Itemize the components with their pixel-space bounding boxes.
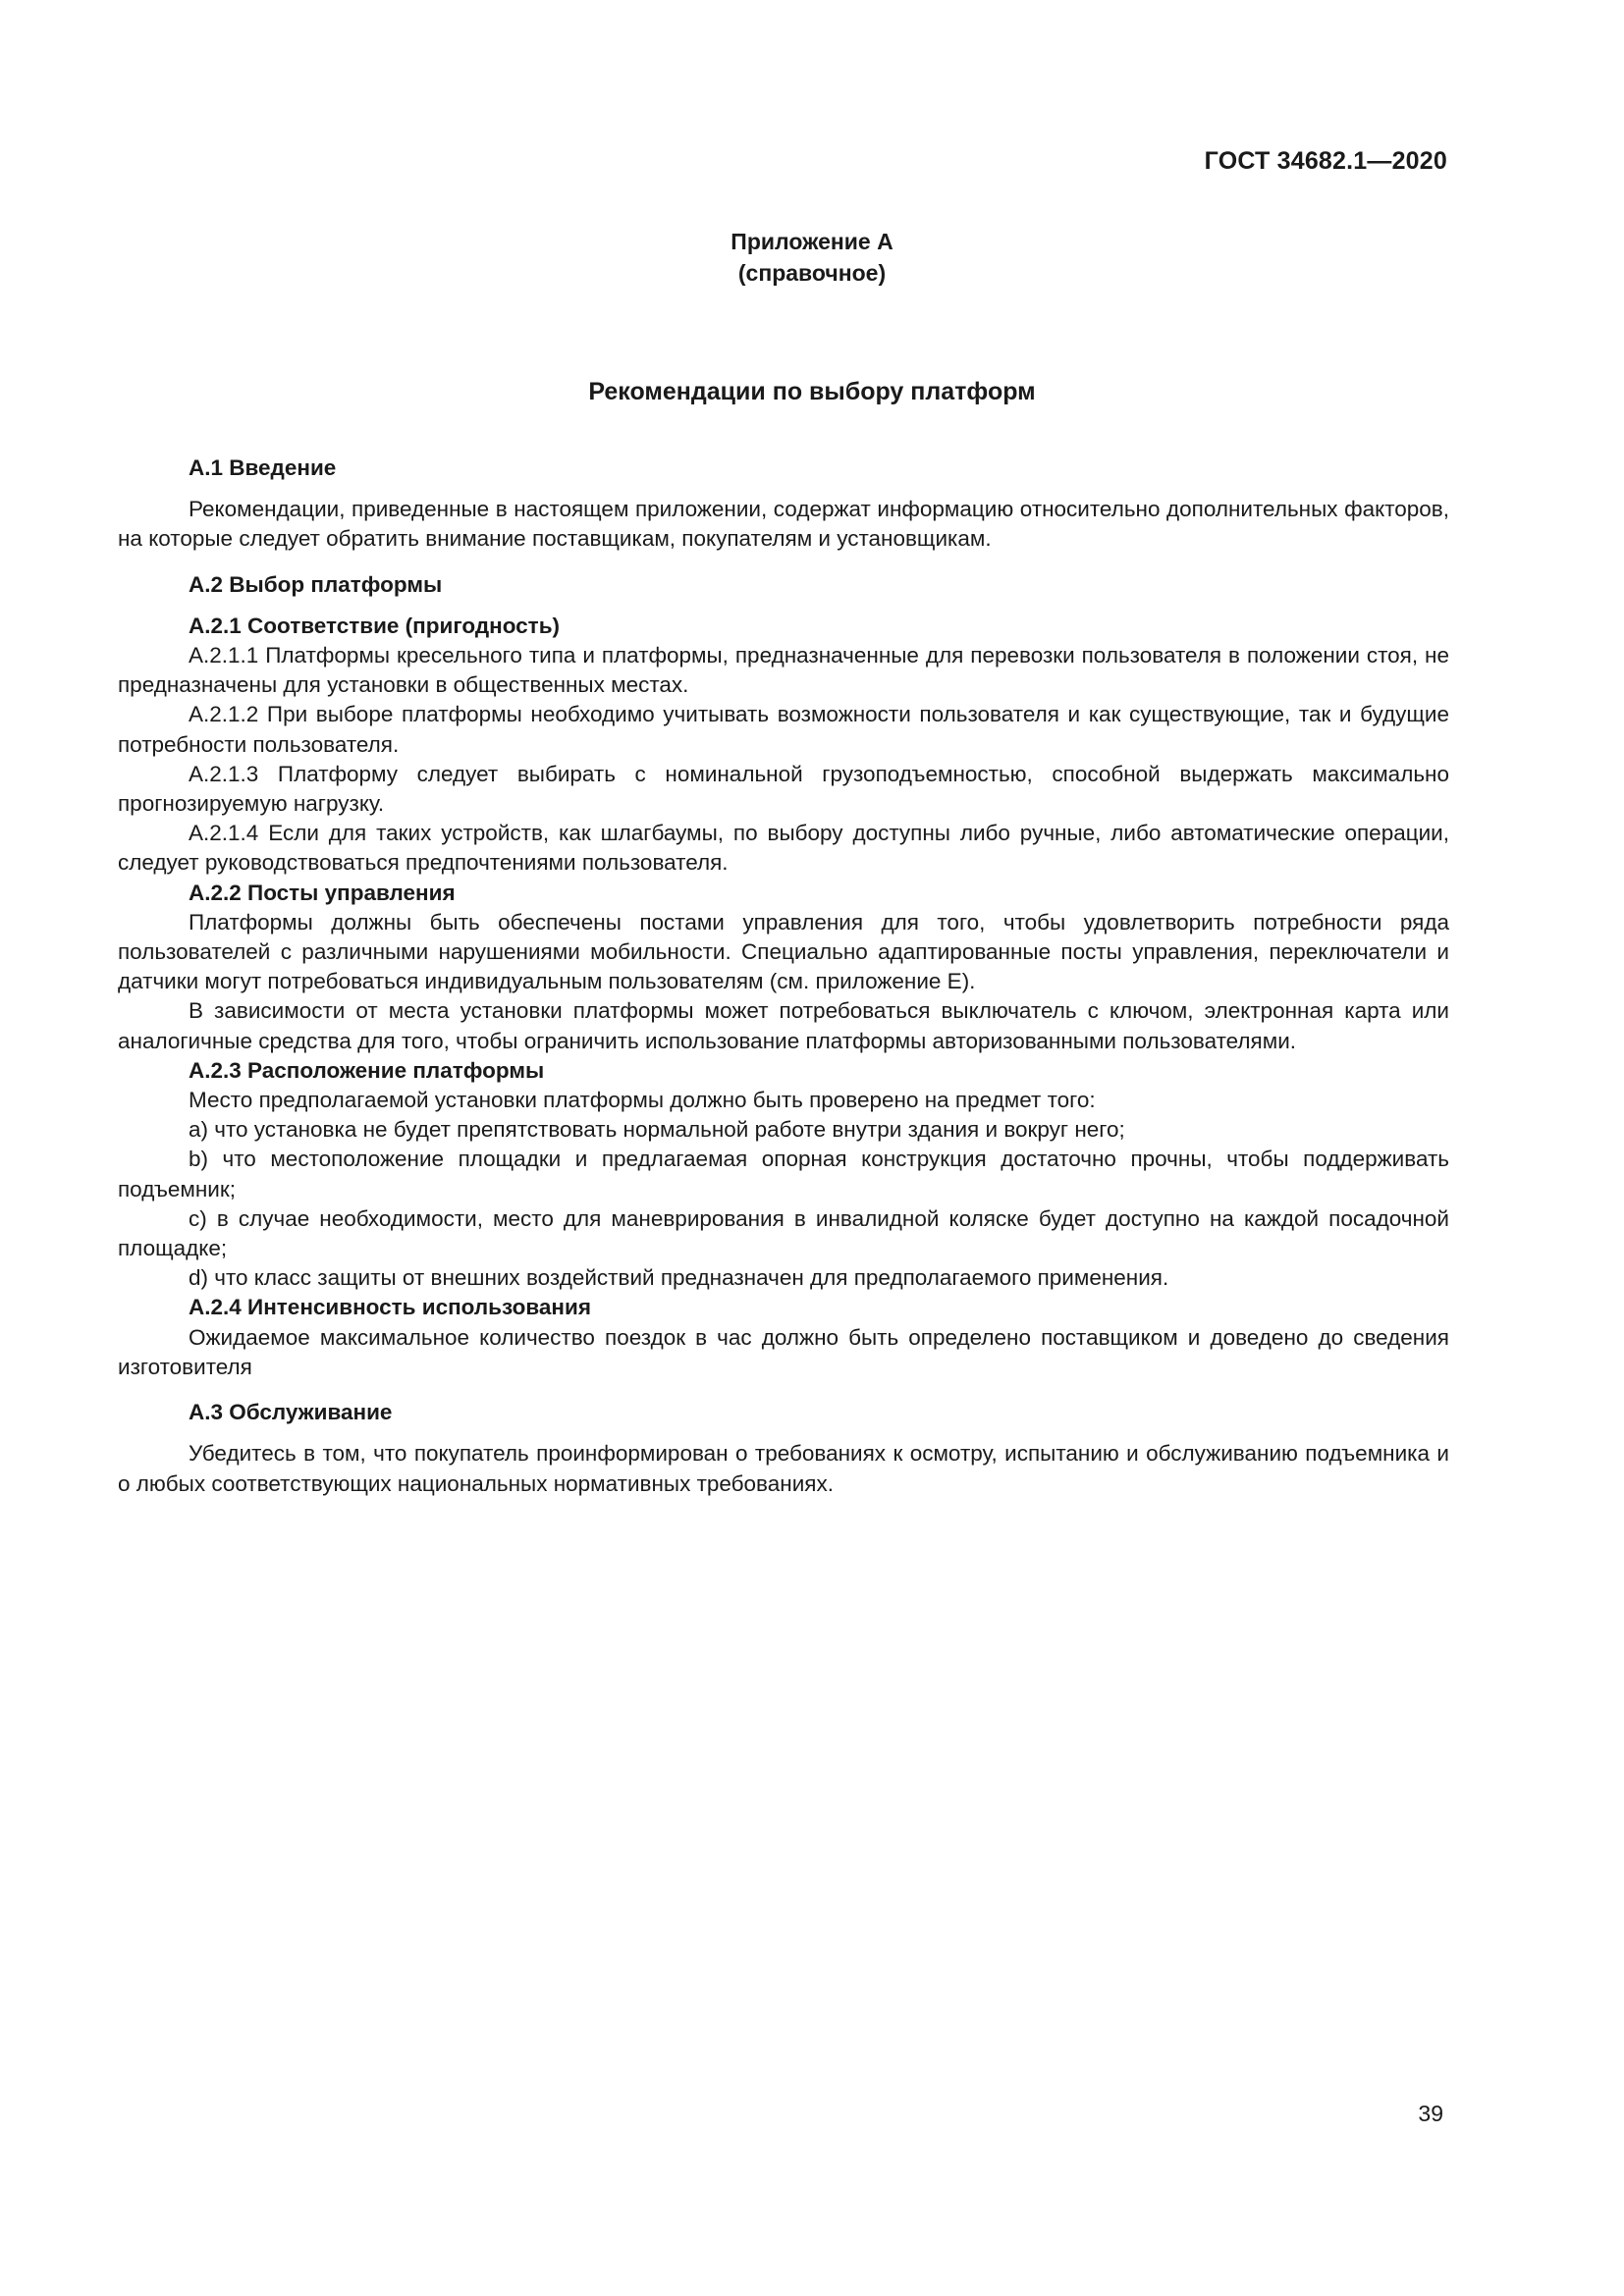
paragraph-a24: Ожидаемое максимальное количество поездок в час должно быть определено поставщиком и доведено до сведения изготовителя (118, 1324, 1449, 1379)
list-item-a23-b: b) что местоположение площадки и предлагаемая опорная конструкция достаточно прочны, чтобы поддерживать подъемник; (118, 1147, 1449, 1201)
document-title: Рекомендации по выбору платформ (588, 378, 1036, 405)
section-heading-a24: А.2.4 Интенсивность использования (189, 1295, 591, 1320)
paragraph-a1: Рекомендации, приведенные в настоящем приложении, содержат информацию относительно дополнительных факторов, на которые следует обратить внимание поставщикам, покупателям и установщикам. (118, 497, 1449, 552)
paragraph-a213: А.2.1.3 Платформу следует выбирать с номинальной грузоподъемностью, способной выдержать максимально прогнозируемую нагрузку. (118, 761, 1449, 817)
section-heading-a21: А.2.1 Соответствие (пригодность) (189, 613, 561, 638)
document-code: ГОСТ 34682.1—2020 (1204, 147, 1447, 175)
section-heading-a2: А.2 Выбор платформы (189, 571, 443, 597)
document-body (118, 454, 1449, 1499)
page-number: 39 (1418, 2101, 1443, 2126)
paragraph-a211: А.2.1.1 Платформы кресельного типа и платформы, предназначенные для перевозки пользователя в положении стоя, не предназначены для установки в общественных местах. (118, 643, 1449, 698)
paragraph-a23-intro: Место предполагаемой установки платформы должно быть проверено на предмет того: (189, 1088, 1096, 1113)
list-item-a23-c: c) в случае необходимости, место для маневрирования в инвалидной коляске будет доступно на каждой посадочной площадке; (118, 1205, 1449, 1261)
paragraph-a22-1: Платформы должны быть обеспечены постами управления для того, чтобы удовлетворить потребности ряда пользователей с различными нарушениями мобильности. Специально адаптированные посты управления, переключатели и датчики могут потребоваться индивидуальным пользователям (см. приложение Е). (118, 909, 1449, 994)
paragraph-a3: Убедитесь в том, что покупатель проинформирован о требованиях к осмотру, испытанию и обслуживанию подъемника и о любых соответствующих национальных нормативных требованиях. (118, 1441, 1449, 1496)
paragraph-a214: А.2.1.4 Если для таких устройств, как шлагбаумы, по выбору доступны либо ручные, либо автоматические операции, следует руководствоваться предпочтениями пользователя. (118, 821, 1449, 876)
paragraph-a22-2: В зависимости от места установки платформы может потребоваться выключатель с ключом, электронная карта или аналогичные средства для того, чтобы ограничить использование платформы авторизованными пользователями. (118, 998, 1449, 1053)
section-heading-a3: А.3 Обслуживание (189, 1400, 393, 1425)
list-item-a23-d: d) что класс защиты от внешних воздействий предназначен для предполагаемого применения. (189, 1265, 1169, 1291)
list-item-a23-a: a) что установка не будет препятствовать нормальной работе внутри здания и вокруг него; (189, 1117, 1125, 1143)
annex-title: Приложение А (731, 229, 893, 254)
section-heading-a1: А.1 Введение (189, 455, 337, 480)
annex-subtitle: (справочное) (737, 260, 887, 286)
section-heading-a22: А.2.2 Посты управления (189, 880, 456, 905)
section-heading-a23: А.2.3 Расположение платформы (189, 1057, 545, 1083)
paragraph-a212: А.2.1.2 При выборе платформы необходимо учитывать возможности пользователя и как существующие, так и будущие потребности пользователя. (118, 702, 1449, 757)
annex-heading (0, 226, 1624, 289)
